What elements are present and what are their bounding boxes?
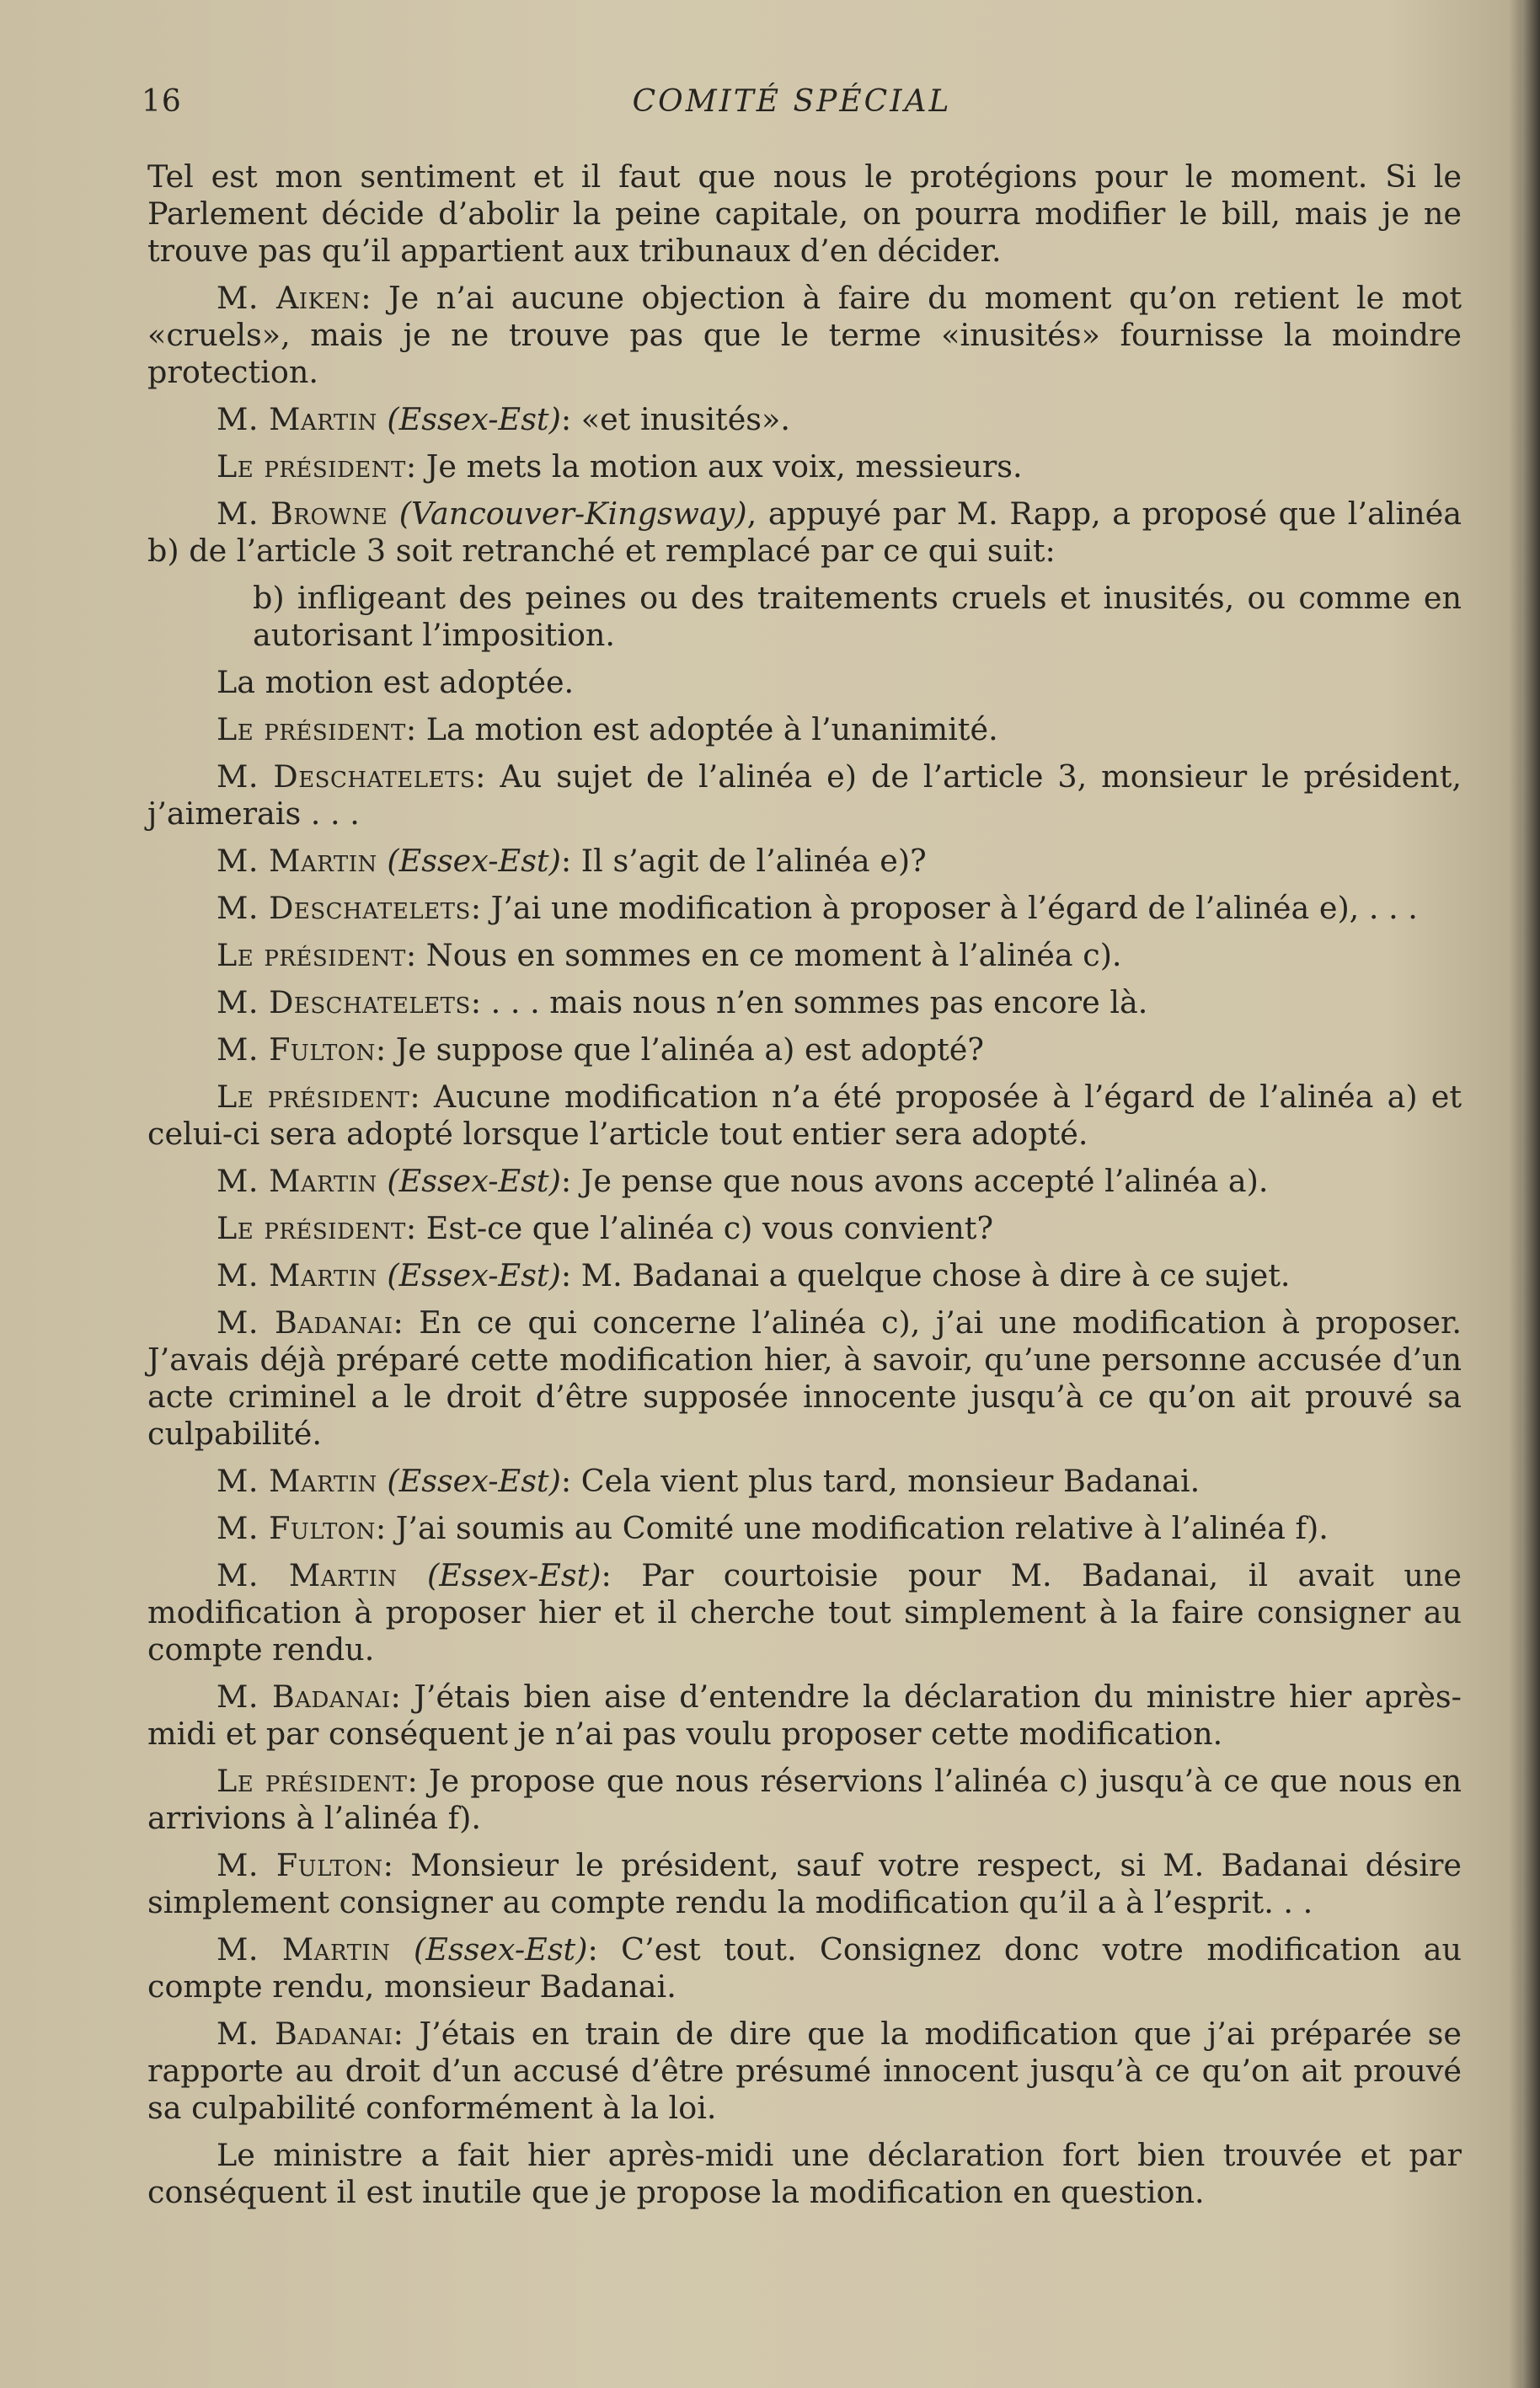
paragraph: Le président: Je propose que nous réservions l’alinéa c) jusqu’à ce que nous en arrivions à l’alinéa f). [147, 1763, 1462, 1836]
speaker: Le président [217, 937, 406, 973]
speaker: Le président [217, 1763, 408, 1799]
paragraph: Le président: Nous en sommes en ce moment à l’alinéa c). [217, 937, 1122, 973]
speaker: Le président [217, 711, 406, 747]
riding: (Essex-Est) [413, 1931, 588, 1968]
paragraph: Le président: Aucune modification n’a été proposée à l’égard de l’alinéa a) et celui-ci sera adopté lorsque l’article tout entier sera adopté. [147, 1079, 1462, 1152]
speaker: M. Martin [217, 401, 377, 437]
paragraph: La motion est adoptée. [217, 664, 575, 700]
speaker: M. Martin [217, 1257, 377, 1293]
speaker: M. Martin [217, 1931, 391, 1968]
paragraph: M. Martin (Essex-Est): Je pense que nous avons accepté l’alinéa a). [217, 1163, 1269, 1199]
speaker: M. Deschatelets [217, 758, 476, 795]
riding: (Essex-Est) [426, 1557, 602, 1593]
paragraph: M. Martin (Essex-Est): Par courtoisie pour M. Badanai, il avait une modification à proposer hier et il cherche tout simplement à la faire consigner au compte rendu. [147, 1557, 1462, 1668]
page-header [135, 84, 1449, 126]
speaker: M. Badanai [217, 2016, 393, 2052]
speaker: M. Badanai [217, 1679, 391, 1715]
transcript-body [147, 158, 1462, 2221]
paragraph: M. Martin (Essex-Est): C’est tout. Consignez donc votre modification au compte rendu, monsieur Badanai. [147, 1931, 1462, 2005]
paragraph: M. Martin (Essex-Est): M. Badanai a quelque chose à dire à ce sujet. [217, 1257, 1291, 1293]
paragraph: M. Badanai: J’étais en train de dire que la modification que j’ai préparée se rapporte au droit d’un accusé d’être présumé innocent jusqu’à ce qu’on ait prouvé sa culpabilité conformément à la loi. [147, 2016, 1462, 2126]
paragraph: Le président: La motion est adoptée à l’unanimité. [217, 711, 998, 747]
paragraph: M. Martin (Essex-Est): Il s’agit de l’alinéa e)? [217, 843, 927, 879]
speaker: M. Martin [217, 1557, 398, 1593]
page-binding-edge [1521, 0, 1540, 2388]
paragraph: M. Fulton: J’ai soumis au Comité une modification relative à l’alinéa f). [217, 1510, 1329, 1546]
paragraph: M. Aiken: Je n’ai aucune objection à faire du moment qu’on retient le mot «cruels», mais je ne trouve pas que le terme «inusités» fournisse la moindre protection. [147, 280, 1462, 390]
paragraph: M. Martin (Essex-Est): Cela vient plus tard, monsieur Badanai. [217, 1463, 1200, 1499]
paragraph: M. Deschatelets: . . . mais nous n’en sommes pas encore là. [217, 984, 1148, 1020]
paragraph: M. Martin (Essex-Est): «et inusités». [217, 401, 790, 437]
paragraph: Le président: Est-ce que l’alinéa c) vous convient? [217, 1210, 994, 1246]
paragraph: M. Badanai: J’étais bien aise d’entendre la déclaration du ministre hier après-midi et par conséquent je n’ai pas voulu proposer cette modification. [147, 1679, 1462, 1752]
speaker: Le président [217, 1079, 410, 1115]
speaker: M. Deschatelets [217, 984, 471, 1020]
running-title: COMITÉ SPÉCIAL [632, 84, 952, 119]
riding: (Essex-Est) [387, 843, 561, 879]
page-number: 16 [142, 84, 182, 119]
speaker: M. Fulton [217, 1847, 383, 1883]
speaker: M. Browne [217, 495, 388, 532]
speaker: M. Deschatelets [217, 890, 471, 926]
riding: (Essex-Est) [387, 1257, 561, 1293]
speaker: Le président [217, 1210, 406, 1246]
speaker: M. Martin [217, 1163, 377, 1199]
paragraph: M. Fulton: Je suppose que l’alinéa a) est adopté? [217, 1031, 984, 1068]
quoted-amendment: b) infligeant des peines ou des traitements cruels et inusités, ou comme en autorisant l’imposition. [253, 580, 1462, 653]
speaker: M. Aiken [217, 280, 361, 316]
speaker: M. Badanai [217, 1304, 393, 1341]
speaker: M. Martin [217, 1463, 377, 1499]
riding: (Vancouver-Kingsway) [398, 495, 747, 532]
speaker: M. Fulton [217, 1510, 376, 1546]
speaker: Le président [217, 448, 406, 485]
paragraph: Tel est mon sentiment et il faut que nous le protégions pour le moment. Si le Parlement décide d’abolir la peine capitale, on pourra modifier le bill, mais je ne trouve pas qu’il appartient aux tribunaux d’en décider. [147, 158, 1462, 269]
riding: (Essex-Est) [387, 1163, 561, 1199]
paragraph: M. Fulton: Monsieur le président, sauf votre respect, si M. Badanai désire simplement consigner au compte rendu la modification qu’il a à l’esprit. . . [147, 1847, 1462, 1920]
paragraph: Le ministre a fait hier après-midi une déclaration fort bien trouvée et par conséquent il est inutile que je propose la modification en question. [147, 2137, 1462, 2210]
paragraph: M. Deschatelets: Au sujet de l’alinéa e) de l’article 3, monsieur le président, j’aimerais . . . [147, 758, 1462, 832]
riding: (Essex-Est) [387, 401, 561, 437]
speaker: M. Fulton [217, 1031, 376, 1068]
paragraph: Le président: Je mets la motion aux voix, messieurs. [217, 448, 1023, 485]
paragraph: M. Browne (Vancouver-Kingsway), appuyé par M. Rapp, a proposé que l’alinéa b) de l’article 3 soit retranché et remplacé par ce qui suit: [147, 495, 1462, 569]
paragraph: M. Badanai: En ce qui concerne l’alinéa c), j’ai une modification à proposer. J’avais déjà préparé cette modification hier, à savoir, qu’une personne accusée d’un acte criminel a le droit d’être supposée innocente jusqu’à ce qu’on ait prouvé sa culpabilité. [147, 1304, 1462, 1452]
paragraph: M. Deschatelets: J’ai une modification à proposer à l’égard de l’alinéa e), . . . [217, 890, 1418, 926]
riding: (Essex-Est) [387, 1463, 561, 1499]
speaker: M. Martin [217, 843, 377, 879]
